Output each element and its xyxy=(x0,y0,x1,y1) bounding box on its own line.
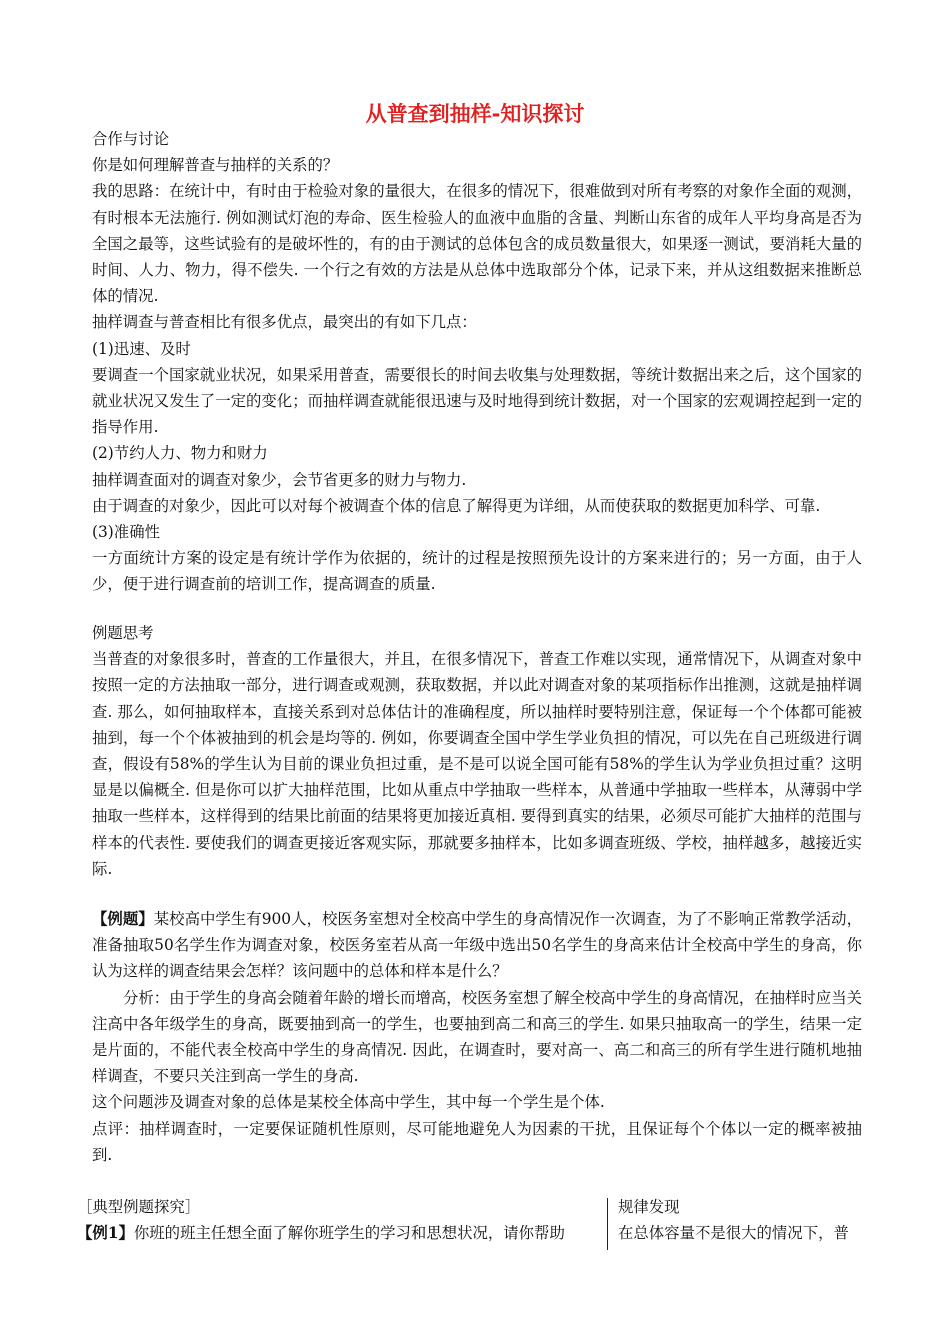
example-1-label: 【例1】 xyxy=(77,1224,134,1242)
example-label: 【例题】 xyxy=(92,910,154,928)
rule-discovery-text: 在总体容量不是很大的情况下，普 xyxy=(618,1224,849,1242)
left-column xyxy=(77,1194,607,1246)
subheading: (2)节约人力、物力和财力 xyxy=(92,444,268,463)
subheading: (3)准确性 xyxy=(92,523,160,542)
section-heading: 合作与讨论 xyxy=(92,130,169,148)
comment-paragraph: 点评：抽样调查时，一定要保证随机性原则，尽可能地避免人为因素的干扰，且保证每个个体以一定的概率被抽到. xyxy=(92,1119,862,1164)
section-heading: 例题思考 xyxy=(92,624,154,642)
paragraph: 要调查一个国家就业状况，如果采用普查，需要很长的时间去收集与处理数据，等统计数据出来之后，这个国家的就业状况又发生了一定的变化；而抽样调查就能很迅速与及时地得到统计数据，对一个国家的宏观调控起到一定的指导作用. xyxy=(92,365,862,437)
example-problem xyxy=(92,906,862,985)
two-column-section xyxy=(77,1194,877,1254)
subheading: (1)迅速、及时 xyxy=(92,339,191,358)
column-divider xyxy=(607,1198,608,1250)
analysis-paragraph: 分析：由于学生的身高会随着年龄的增长而增高，校医务室想了解全校高中学生的身高情况，在抽样时应当关注高中各年级学生的身高，既要抽到高一的学生，也要抽到高二和高三的学生. 如果只抽取高一的学生，结果一定是片面的，不能代表全校高中学生的身高情况. 因此，在调查时，要对高一、高二和高三的所有学生进行随机地抽样调查，不要只关注到高一学生的身高. xyxy=(92,988,862,1086)
paragraph: 我的思路：在统计中，有时由于检验对象的量很大，在很多的情况下，很难做到对所有考察的对象作全面的观测，有时根本无法施行. 例如测试灯泡的寿命、医生检验人的血液中血脂的含量、判断山东省的成年人平均身高是否为全国之最等，这些试验有的是破坏性的，有的由于测试的总体包含的成员数量很大，如果逐一测试，要消耗大量的时间、人力、物力，得不偿失. 一个行之有效的方法是从总体中选取部分个体，记录下来，并从这组数据来推断总体的情况. xyxy=(92,182,862,306)
example-1-text: 你班的班主任想全面了解你班学生的学习和思想状况，请你帮助 xyxy=(133,1224,565,1242)
example-1 xyxy=(77,1220,607,1246)
section-cooperation-discussion xyxy=(92,126,862,598)
section-example-problem xyxy=(92,906,862,1168)
paragraph: 一方面统计方案的设定是有统计学作为依据的，统计的过程是按照预先设计的方案来进行的；另一方面，由于人少，便于进行调查前的培训工作，提高调查的质量. xyxy=(92,549,862,594)
right-column xyxy=(618,1194,880,1246)
paragraph: 抽样调查面对的调查对象少，会节省更多的财力与物力. xyxy=(92,470,467,489)
paragraph: 抽样调查与普查相比有很多优点，最突出的有如下几点： xyxy=(92,313,477,332)
question-text: 你是如何理解普查与抽样的关系的？ xyxy=(92,156,339,175)
rule-discovery-heading: 规律发现 xyxy=(618,1198,680,1216)
paragraph: 当普查的对象很多时，普查的工作量很大，并且，在很多情况下，普查工作难以实现，通常情况下，从调查对象中按照一定的方法抽取一部分，进行调查或观测，获取数据，并以此对调查对象的某项指标作出推测，这就是抽样调查. 那么，如何抽取样本，直接关系到对总体估计的准确程度，所以抽样时要特别注意，保证每一个个体都可能被抽到，每一个个体被抽到的机会是均等的. 例如，你要调查全国中学生学业负担的情况，可以先在自己班级进行调查，假设有58%的学生认为目前的课业负担过重，是不是可以说全国可能有58%的学生认为学业负担过重？这明显是以偏概全. 但是你可以扩大抽样范围，比如从重点中学抽取一些样本，从普通中学抽取一些样本，从薄弱中学抽取一些样本，这样得到的结果比前面的结果将更加接近真相. 要得到真实的结果，必须尽可能扩大抽样的范围与样本的代表性. 要使我们的调查更接近客观实际，那就要多抽样本，比如多调查班级、学校，抽样越多，越接近实际. xyxy=(92,650,862,878)
section-example-thinking xyxy=(92,620,862,882)
paragraph: 这个问题涉及调查对象的总体是某校全体高中学生，其中每一个学生是个体. xyxy=(92,1093,605,1112)
page-title: 从普查到抽样-知识探讨 xyxy=(365,102,585,126)
typical-example-heading: ［典型例题探究］ xyxy=(77,1198,201,1216)
paragraph: 由于调查的对象少，因此可以对每个被调查个体的信息了解得更为详细，从而使获取的数据更加科学、可靠. xyxy=(92,496,821,515)
example-text: 某校高中学生有900人，校医务室想对全校高中学生的身高情况作一次调查，为了不影响正常教学活动，准备抽取50名学生作为调查对象，校医务室若从高一年级中选出50名学生的身高来估计全校高中学生的身高，你认为这样的调查结果会怎样？该问题中的总体和样本是什么？ xyxy=(92,910,862,981)
